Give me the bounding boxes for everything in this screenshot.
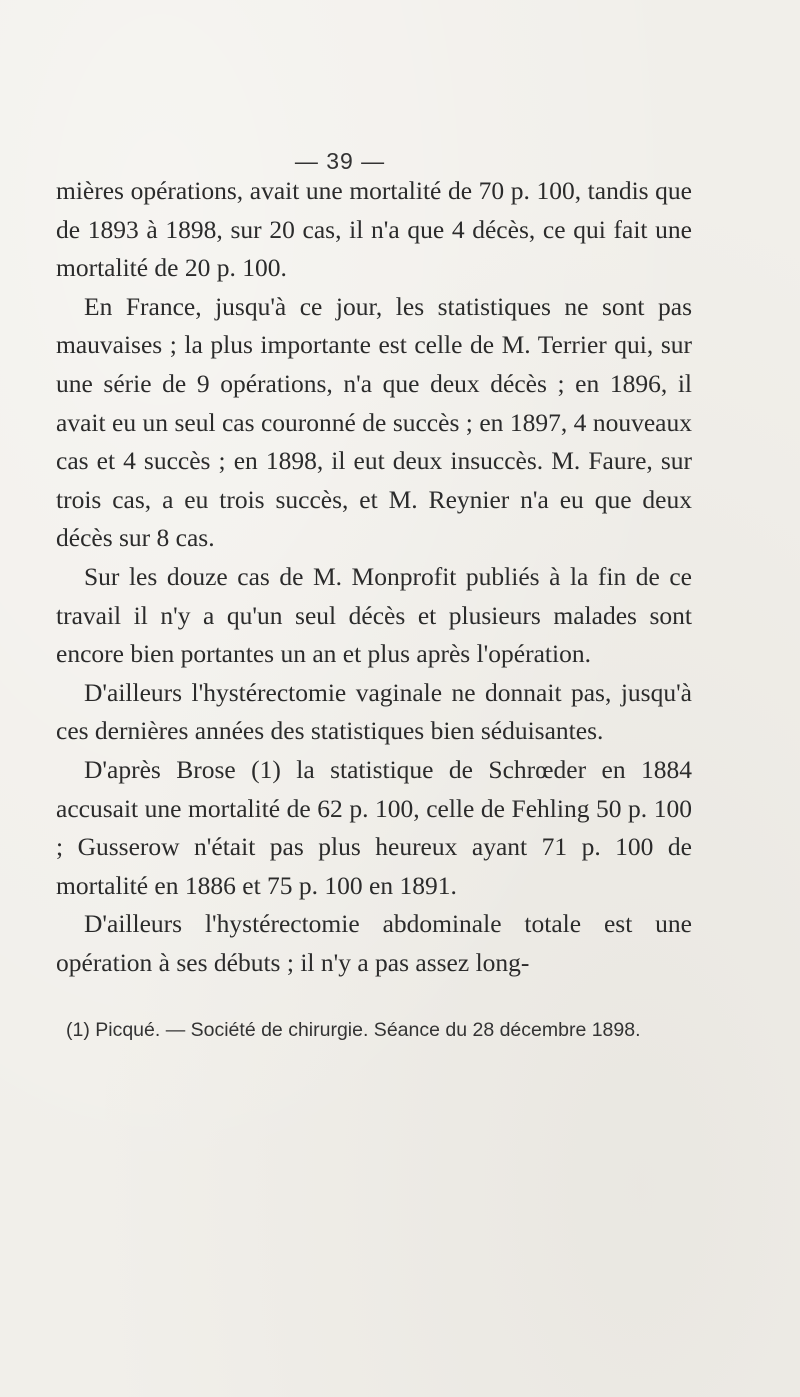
paragraph-1: mières opérations, avait une mortalité de 70 p. 100, tandis que de 1893 à 1898, sur 20 cas, il n'a que 4 décès, ce qui fait une mortalité de 20 p. 100. <box>56 176 692 283</box>
body-text <box>56 172 692 982</box>
paragraph-5: D'après Brose (1) la statistique de Schrœder en 1884 accusait une mortalité de 62 p. 100, celle de Fehling 50 p. 100 ; Gusserow n'était pas plus heureux ayant 71 p. 100 de mortalité en 1886 et 75 p. 100 en 1891. <box>56 754 692 900</box>
paragraph-6: D'ailleurs l'hystérectomie abdominale totale est une opération à ses débuts ; il n'y a pas assez long- <box>56 909 692 977</box>
paragraph-2: En France, jusqu'à ce jour, les statistiques ne sont pas mauvaises ; la plus importante est celle de M. Terrier qui, sur une série de 9 opérations, n'a que deux décès ; en 1896, il avait eu un seul cas couronné de succès ; en 1897, 4 nouveaux cas et 4 succès ; en 1898, il eut deux insuccès. M. Faure, sur trois cas, a eu trois succès, et M. Reynier n'a eu que deux décès sur 8 cas. <box>56 291 692 553</box>
footnote: (1) Picqué. — Société de chirurgie. Séance du 28 décembre 1898. <box>66 1019 641 1041</box>
page-number: — 39 — <box>294 148 386 174</box>
paragraph-4: D'ailleurs l'hystérectomie vaginale ne donnait pas, jusqu'à ces dernières années des statistiques bien séduisantes. <box>56 677 692 746</box>
paragraph-3: Sur les douze cas de M. Monprofit publiés à la fin de ce travail il n'y a qu'un seul décès et plusieurs malades sont encore bien portantes un an et plus après l'opération. <box>56 561 692 669</box>
